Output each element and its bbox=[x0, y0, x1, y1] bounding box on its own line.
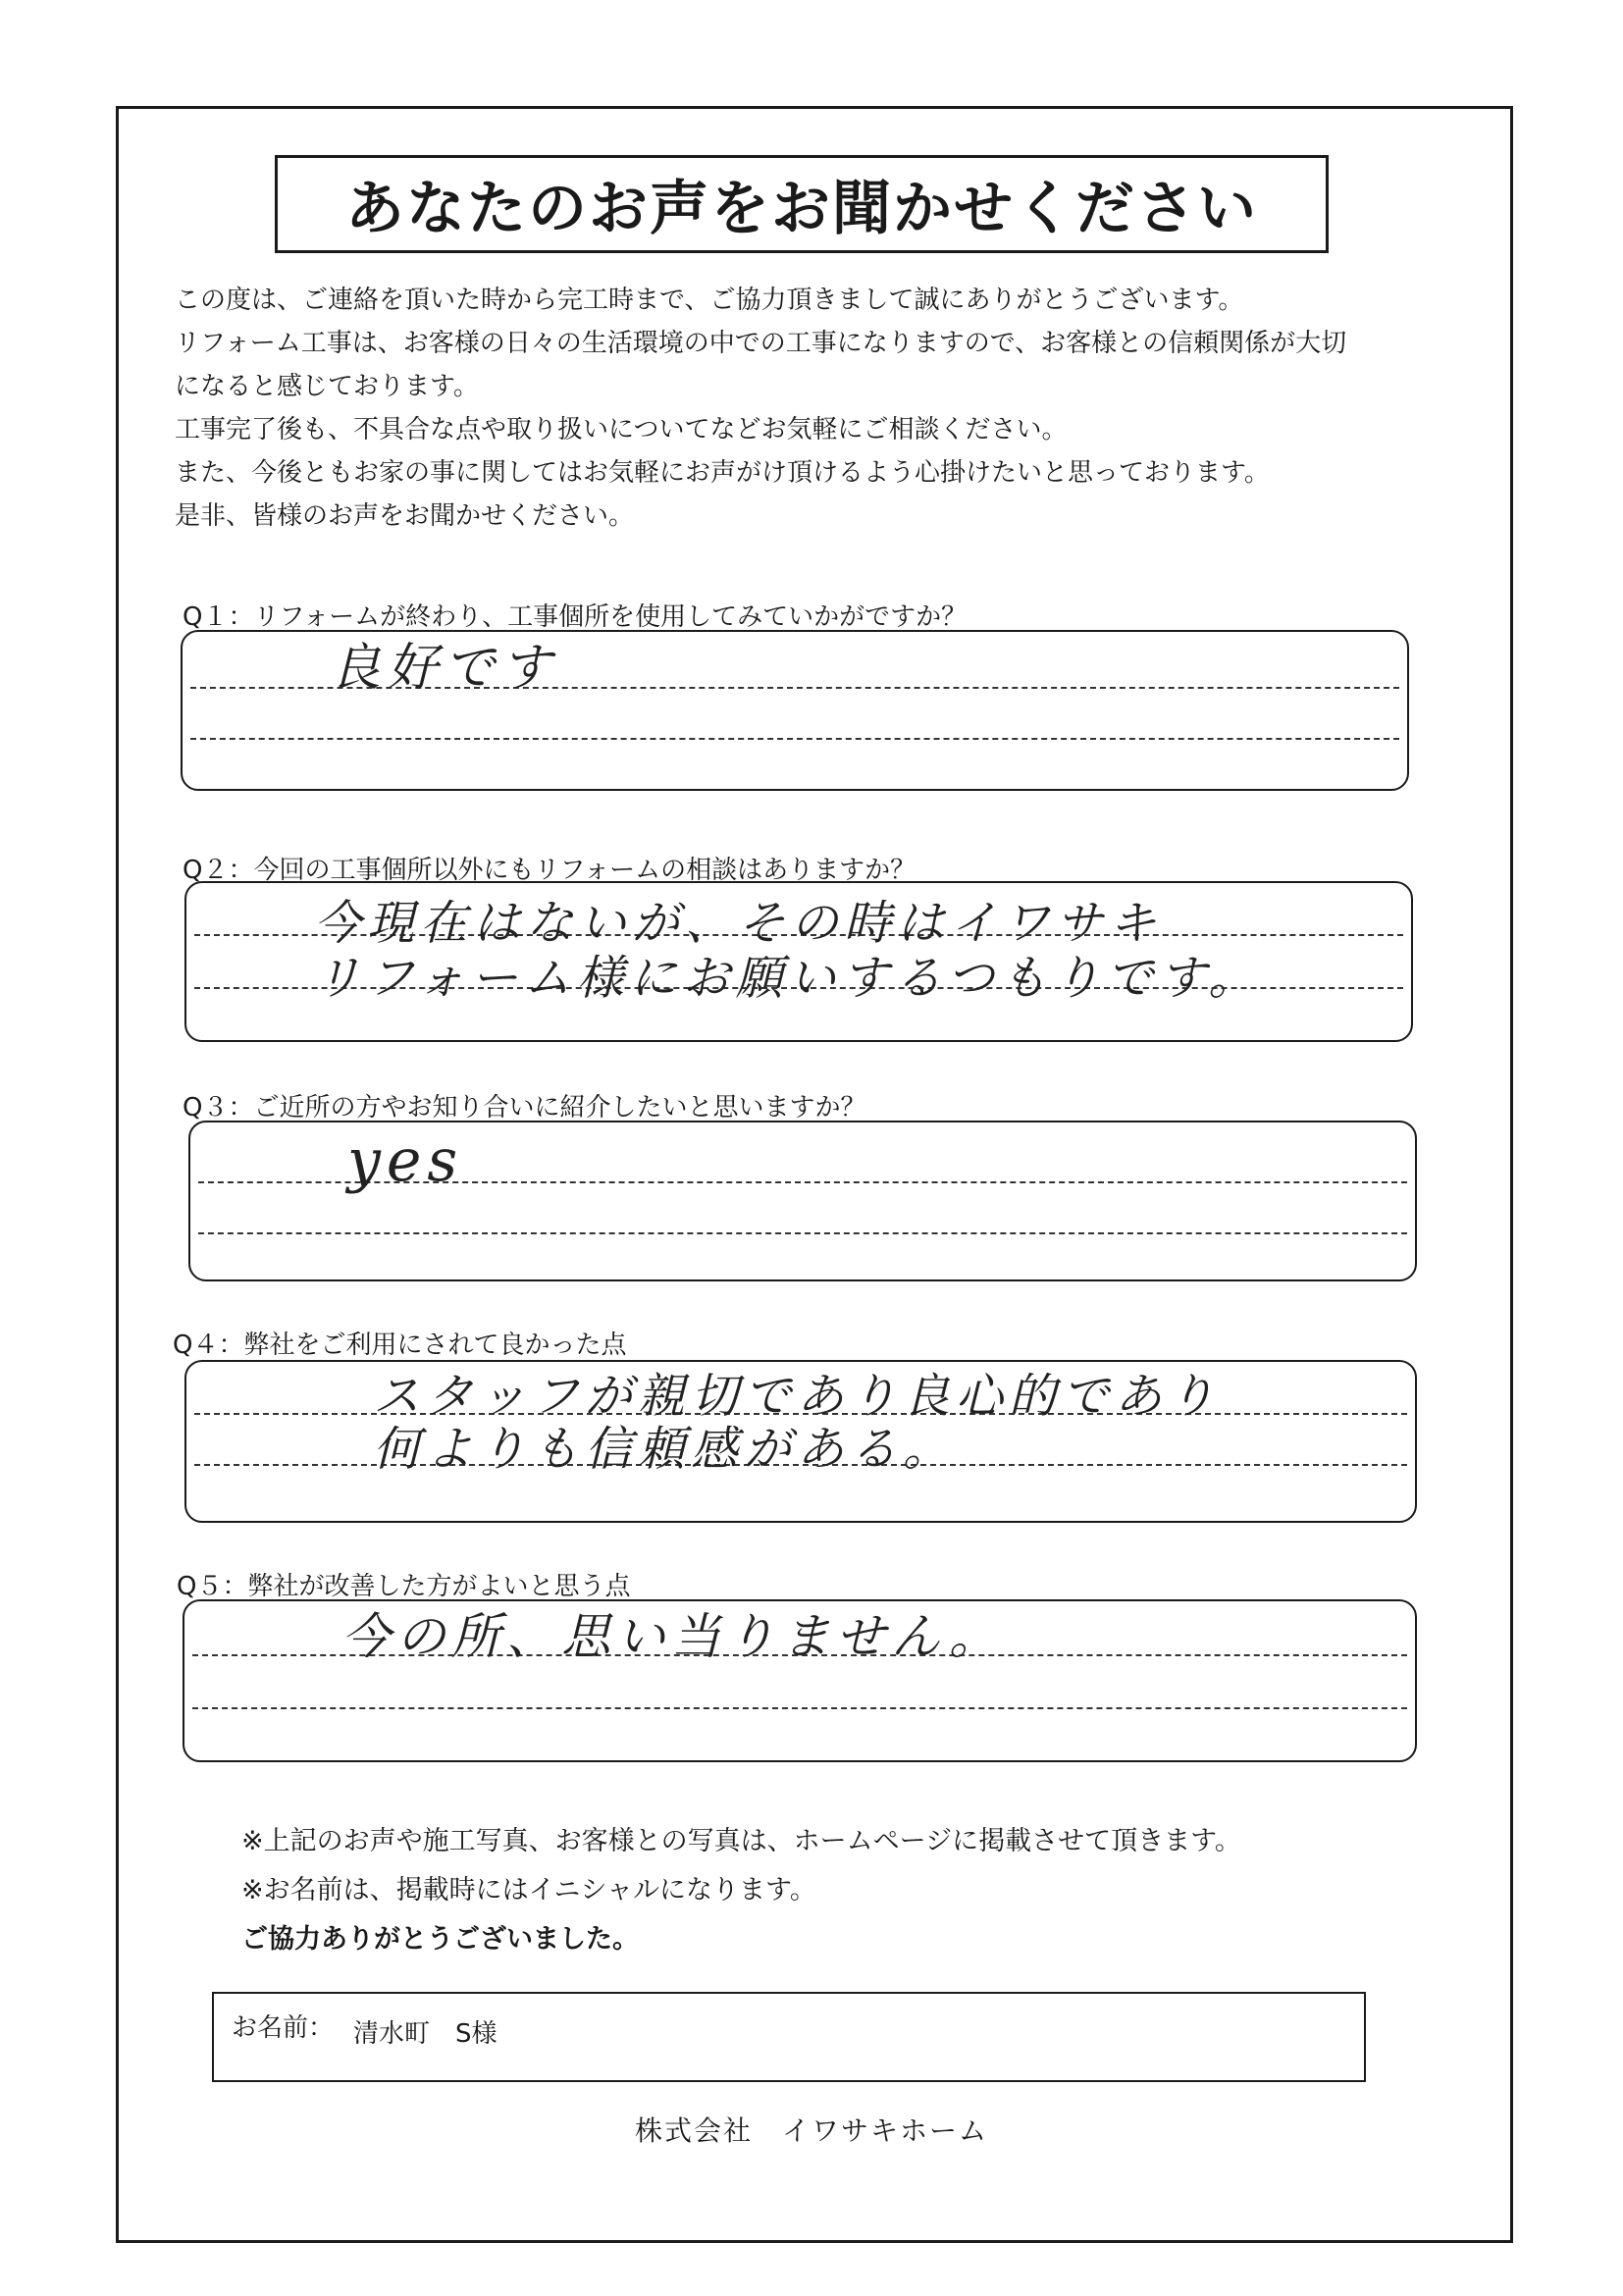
question-4-label: Q４：弊社をご利用にされて良かった点 bbox=[173, 1331, 627, 1360]
intro-line: また、今後ともお家の事に関してはお気軽にお声がけ頂けるよう心掛けたいと思っております。 bbox=[175, 458, 1270, 488]
answer-4-handwriting-line-2: 何よりも信頼感がある。 bbox=[373, 1422, 957, 1477]
notes bbox=[241, 1817, 1241, 1964]
answer-4-handwriting-line-1: スタッフが親切であり良心的であり bbox=[373, 1369, 1222, 1424]
answer-3-handwriting: yes bbox=[347, 1126, 464, 1195]
question-5-label: Q５：弊社が改善した方がよいと思う点 bbox=[177, 1572, 631, 1601]
intro-text bbox=[175, 279, 1470, 538]
name-value: 清水町 S様 bbox=[353, 2019, 497, 2049]
note-line: ※お名前は、掲載時にはイニシャルになります。 bbox=[241, 1875, 816, 1905]
page-title: あなたのお声をお聞かせください bbox=[345, 175, 1258, 243]
question-3-label: Q３：ご近所の方やお知り合いに紹介したいと思いますか？ bbox=[183, 1093, 866, 1122]
answer-line bbox=[192, 1707, 1407, 1709]
intro-line: 是非、皆様のお声をお聞かせください。 bbox=[175, 501, 635, 531]
intro-line: リフォーム工事は、お客様の日々の生活環境の中での工事になりますので、お客様との信頼関係が大切 bbox=[175, 329, 1347, 358]
name-label: お名前： bbox=[232, 2013, 335, 2043]
answer-4-box bbox=[184, 1360, 1417, 1523]
intro-line: 工事完了後も、不具合な点や取り扱いについてなどお気軽にご相談ください。 bbox=[175, 415, 1068, 444]
thanks-line: ご協力ありがとうございました。 bbox=[241, 1924, 639, 1955]
intro-line: になると感じております。 bbox=[175, 372, 479, 401]
answer-2-handwriting-line-1: 今現在はないが、その時はイワサキ bbox=[314, 896, 1163, 951]
question-1-label: Q１：リフォームが終わり、工事個所を使用してみていかがですか？ bbox=[183, 602, 968, 632]
answer-1-box bbox=[181, 630, 1409, 791]
answer-5-box bbox=[183, 1599, 1417, 1762]
note-line: ※上記のお声や施工写真、お客様との写真は、ホームページに掲載させて頂きます。 bbox=[241, 1826, 1241, 1856]
question-2-label: Q２：今回の工事個所以外にもリフォームの相談はありますか？ bbox=[183, 856, 916, 885]
answer-line bbox=[198, 1232, 1407, 1234]
title-box bbox=[275, 155, 1329, 253]
answer-2-box bbox=[184, 881, 1413, 1042]
answer-3-box bbox=[188, 1121, 1417, 1281]
answer-line bbox=[190, 738, 1399, 740]
company-name: 株式会社 イワサキホーム bbox=[634, 2114, 988, 2147]
intro-line: この度は、ご連絡を頂いた時から完工時まで、ご協力頂きまして誠にありがとうございます。 bbox=[175, 286, 1244, 315]
name-box bbox=[212, 1992, 1366, 2082]
answer-2-handwriting-line-2: リフォーム様にお願いするつもりです。 bbox=[314, 951, 1262, 1006]
answer-5-handwriting: 今の所、思い当りません。 bbox=[341, 1608, 1004, 1665]
answer-1-handwriting: 良好です bbox=[330, 639, 558, 698]
